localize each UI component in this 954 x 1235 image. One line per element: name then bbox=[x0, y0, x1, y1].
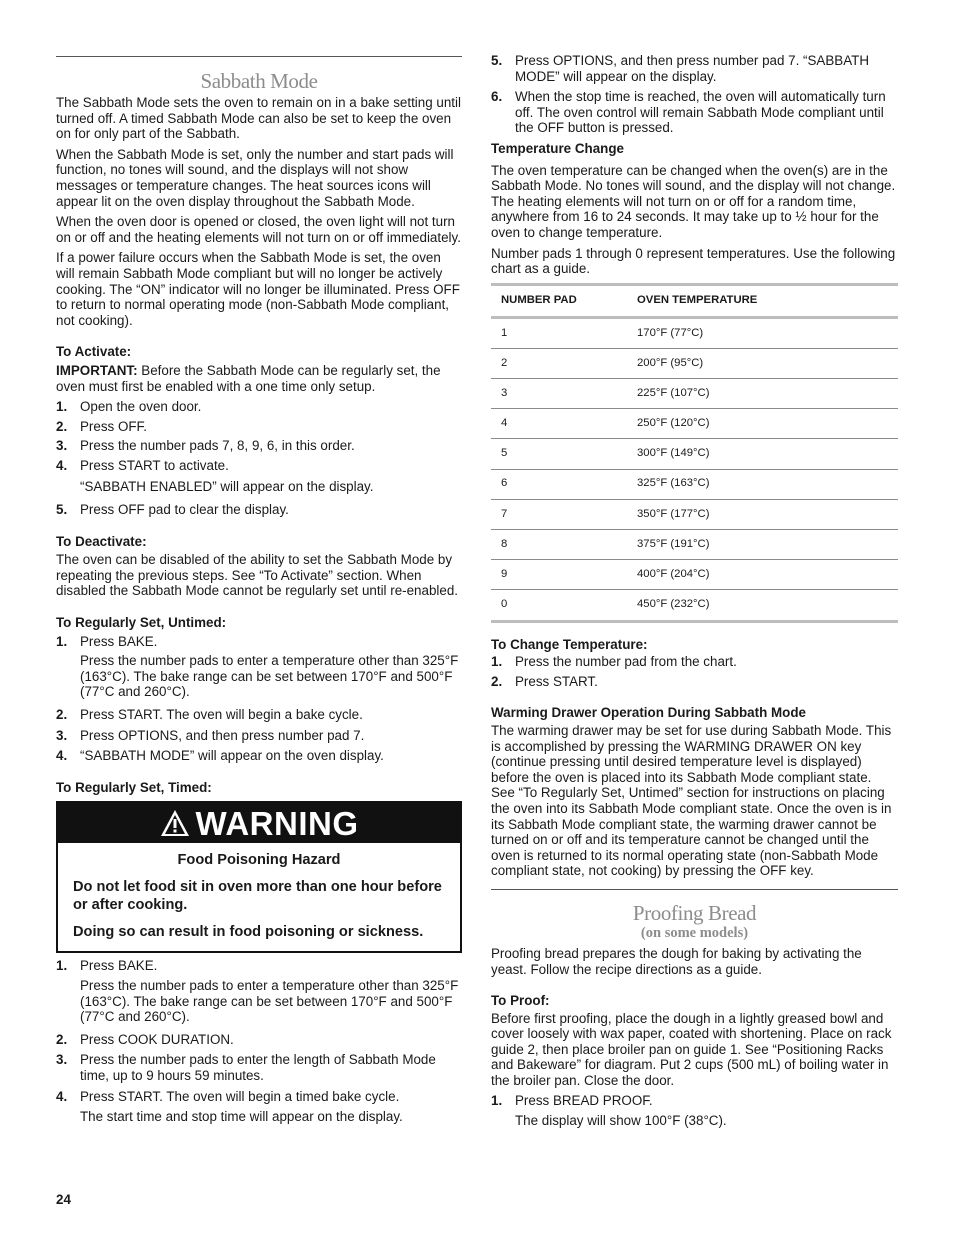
paragraph: When the Sabbath Mode is set, only the number and start pads will function, no tones will sound, and the displays will not show messages or temperature changes. The heat sources icons will appear lit on the oven display throughout the Sabbath Mode. bbox=[56, 146, 454, 209]
cell-temp: 450°F (232°C) bbox=[627, 590, 898, 621]
table-row bbox=[491, 469, 898, 499]
list-item bbox=[491, 654, 898, 670]
step-number: 2. bbox=[56, 418, 68, 434]
step-number: 4. bbox=[56, 1088, 68, 1104]
step-number: 2. bbox=[56, 707, 68, 722]
step-number: 5. bbox=[56, 502, 68, 518]
step-text: Press the number pads to enter the length of Sabbath Mode time, up to 9 hours 59 minutes. bbox=[80, 1052, 436, 1083]
step-number: 5. bbox=[491, 53, 503, 68]
cell-pad: 5 bbox=[491, 439, 627, 469]
warming-drawer-heading: Warming Drawer Operation During Sabbath Mode bbox=[491, 705, 806, 721]
cell-temp: 300°F (149°C) bbox=[627, 439, 898, 469]
list-item bbox=[491, 674, 898, 690]
list-item bbox=[56, 502, 462, 518]
timed-heading: To Regularly Set, Timed: bbox=[56, 779, 212, 795]
list-item bbox=[56, 707, 462, 723]
step-text: Press BAKE. bbox=[80, 958, 158, 974]
right-column bbox=[491, 0, 898, 1129]
list-item bbox=[56, 1052, 462, 1083]
paragraph: Before first proofing, place the dough in a lightly greased bowl and cover loosely with wax paper, coated with shortening. Place on rack guide 2, then place broiler pan on guide 1. See “Positioning Racks and Bakeware” for diagram. Put 2 cups (500 mL) of boiling water in the broiler pan. Close the door. bbox=[491, 1010, 892, 1089]
table-row bbox=[491, 499, 898, 529]
step-note: The start time and stop time will appear on the display. bbox=[80, 1109, 403, 1125]
page-number: 24 bbox=[56, 1192, 71, 1207]
list-item bbox=[491, 1093, 898, 1109]
cell-temp: 170°F (77°C) bbox=[627, 317, 898, 348]
list-item bbox=[56, 399, 462, 415]
list-item bbox=[56, 728, 462, 744]
step-text: Press START. The oven will begin a timed bake cycle. bbox=[80, 1088, 400, 1104]
step-text: Press OPTIONS, and then press number pad 7. bbox=[80, 727, 365, 743]
list-item bbox=[56, 634, 462, 650]
list-item bbox=[56, 1089, 462, 1105]
cell-pad: 2 bbox=[491, 348, 627, 378]
column-header-oven-temperature: OVEN TEMPERATURE bbox=[627, 286, 898, 318]
change-temperature-heading: To Change Temperature: bbox=[491, 636, 648, 652]
step-note: Press the number pads to enter a temperature other than 325°F (163°C). The bake range can be set between 170°F and 500°F (77°C and 260°C). bbox=[80, 977, 459, 1025]
step-text: When the stop time is reached, the oven will automatically turn off. The oven control will remain Sabbath Mode compliant until the OFF button is pressed. bbox=[515, 89, 886, 136]
sabbath-intro bbox=[56, 95, 462, 328]
list-item bbox=[56, 958, 462, 974]
list-item bbox=[56, 419, 462, 435]
step-number: 2. bbox=[56, 1031, 68, 1047]
list-item bbox=[56, 458, 462, 474]
warning-triangle-icon bbox=[160, 809, 190, 837]
step-text: Press OFF. bbox=[80, 418, 147, 434]
step-text: Press START. The oven will begin a bake cycle. bbox=[80, 707, 363, 722]
step-number: 2. bbox=[491, 673, 503, 689]
warning-box bbox=[56, 801, 462, 953]
table-row bbox=[491, 530, 898, 560]
paragraph: If a power failure occurs when the Sabbath Mode is set, the oven will remain Sabbath Mode compliant but will no longer be actively cooking. The “ON” indicator will no longer be illuminated. Press OFF to return to normal operating mode (non-Sabbath Mode compliant, not cooking). bbox=[56, 250, 460, 328]
table-row bbox=[491, 590, 898, 621]
proofing-bread-title: Proofing Bread bbox=[632, 900, 757, 925]
step-note: The display will show 100°F (38°C). bbox=[515, 1113, 727, 1129]
paragraph: The oven temperature can be changed when the oven(s) are in the Sabbath Mode. No tones will sound, and the display will not change. The heating elements will not turn on or off for a random time, anywhere from 16 to 24 seconds. It may take up to ½ hour for the oven to change temperature. bbox=[491, 162, 896, 240]
step-number: 4. bbox=[56, 748, 68, 764]
cell-temp: 400°F (204°C) bbox=[627, 560, 898, 590]
cell-temp: 225°F (107°C) bbox=[627, 379, 898, 409]
top-rule bbox=[56, 56, 462, 57]
sabbath-mode-title: Sabbath Mode bbox=[200, 69, 318, 93]
cell-pad: 1 bbox=[491, 317, 627, 348]
important-text: Before the Sabbath Mode can be regularly set, the oven must first be enabled with a one time only setup. bbox=[56, 362, 441, 394]
cell-pad: 7 bbox=[491, 499, 627, 529]
step-text: “SABBATH MODE” will appear on the oven display. bbox=[80, 748, 384, 764]
proofing-bread-subtitle: (on some models) bbox=[640, 924, 749, 941]
temperature-table bbox=[491, 286, 898, 623]
step-text: Press BREAD PROOF. bbox=[515, 1092, 653, 1108]
step-text: Open the oven door. bbox=[80, 399, 202, 415]
cell-pad: 4 bbox=[491, 409, 627, 439]
paragraph: Number pads 1 through 0 represent temperatures. Use the following chart as a guide. bbox=[491, 245, 896, 277]
warning-line: Doing so can result in food poisoning or sickness. bbox=[73, 924, 424, 941]
cell-temp: 250°F (120°C) bbox=[627, 409, 898, 439]
warning-line: Do not let food sit in oven more than one hour before or after cooking. bbox=[73, 879, 442, 914]
list-item bbox=[56, 438, 462, 454]
table-row bbox=[491, 379, 898, 409]
column-header-number-pad: NUMBER PAD bbox=[491, 286, 627, 318]
cell-temp: 375°F (191°C) bbox=[627, 530, 898, 560]
to-proof-heading: To Proof: bbox=[491, 993, 550, 1009]
deactivate-heading: To Deactivate: bbox=[56, 533, 147, 549]
list-item bbox=[491, 89, 898, 136]
cell-temp: 325°F (163°C) bbox=[627, 469, 898, 499]
step-number: 6. bbox=[491, 89, 503, 105]
list-item bbox=[491, 53, 898, 84]
cell-pad: 6 bbox=[491, 469, 627, 499]
step-text: Press COOK DURATION. bbox=[80, 1031, 234, 1047]
table-row bbox=[491, 348, 898, 378]
cell-pad: 9 bbox=[491, 560, 627, 590]
step-note: Press the number pads to enter a temperature other than 325°F (163°C). The bake range can be set between 170°F and 500°F (77°C and 260°C). bbox=[80, 653, 459, 700]
paragraph: The Sabbath Mode sets the oven to remain on in a bake setting until turned off. A timed Sabbath Mode can also be set to keep the oven on for only part of the Sabbath. bbox=[56, 95, 461, 142]
table-row bbox=[491, 409, 898, 439]
important-note bbox=[56, 363, 462, 394]
left-column bbox=[56, 0, 462, 1125]
warning-label: WARNING bbox=[195, 804, 359, 842]
step-number: 3. bbox=[56, 438, 68, 454]
cell-temp: 350°F (177°C) bbox=[627, 499, 898, 529]
table-row bbox=[491, 560, 898, 590]
step-text: Press the number pad from the chart. bbox=[515, 654, 737, 670]
step-number: 3. bbox=[56, 727, 68, 743]
cell-temp: 200°F (95°C) bbox=[627, 348, 898, 378]
step-text: Press OFF pad to clear the display. bbox=[80, 502, 289, 518]
step-text: Press START to activate. bbox=[80, 457, 229, 473]
paragraph: Proofing bread prepares the dough for baking by activating the yeast. Follow the recipe directions as a guide. bbox=[491, 945, 862, 977]
untimed-heading: To Regularly Set, Untimed: bbox=[56, 615, 227, 631]
step-text: Press START. bbox=[515, 673, 598, 689]
list-item bbox=[56, 1032, 462, 1048]
cell-pad: 8 bbox=[491, 530, 627, 560]
table-header-row bbox=[491, 286, 898, 318]
step-number: 1. bbox=[491, 1092, 503, 1108]
cell-pad: 0 bbox=[491, 590, 627, 621]
step-text: Press the number pads 7, 8, 9, 6, in this order. bbox=[80, 438, 355, 454]
section-rule bbox=[491, 889, 898, 890]
paragraph: When the oven door is opened or closed, the oven light will not turn on or off and the heating elements will not turn on or off immediately. bbox=[56, 214, 461, 245]
table-row bbox=[491, 439, 898, 469]
step-number: 3. bbox=[56, 1052, 68, 1068]
activate-heading: To Activate: bbox=[56, 344, 132, 360]
warning-hazard: Food Poisoning Hazard bbox=[177, 852, 341, 869]
step-note: “SABBATH ENABLED” will appear on the display. bbox=[80, 479, 374, 495]
step-number: 1. bbox=[56, 399, 68, 415]
warning-header bbox=[58, 803, 460, 843]
step-number: 1. bbox=[491, 654, 503, 670]
paragraph: The oven can be disabled of the ability to set the Sabbath Mode by repeating the previous steps. See “To Activate” section. When disabled the Sabbath Mode cannot be regularly set until re-enabled. bbox=[56, 552, 458, 599]
temperature-change-heading: Temperature Change bbox=[491, 140, 624, 156]
paragraph: The warming drawer may be set for use during Sabbath Mode. This is accomplished by pressing the WARMING DRAWER ON key (continue pressing until desired temperature level is displayed) before the oven is placed into its Sabbath Mode compliant state. See “To Regularly Set, Untimed” section for instructions on placing the oven into its Sabbath Mode compliant state. Once the oven is in its Sabbath Mode compliant state, the warming drawer cannot be turned on or off and its temperature cannot be changed until the oven is returned to its normal operating state (non-Sabbath Mode compliant state, not cooking) by pressing the OFF key. bbox=[491, 722, 892, 879]
step-text: Press OPTIONS, and then press number pad 7. “SABBATH MODE” will appear on the display. bbox=[515, 53, 870, 84]
warning-body bbox=[58, 843, 460, 951]
important-label: IMPORTANT: bbox=[56, 362, 138, 378]
step-text: Press BAKE. bbox=[80, 633, 158, 649]
list-item bbox=[56, 748, 462, 764]
temperature-table-wrap bbox=[491, 283, 898, 623]
step-number: 1. bbox=[56, 633, 68, 649]
step-number: 1. bbox=[56, 958, 68, 974]
table-row bbox=[491, 317, 898, 348]
cell-pad: 3 bbox=[491, 379, 627, 409]
step-number: 4. bbox=[56, 457, 68, 473]
